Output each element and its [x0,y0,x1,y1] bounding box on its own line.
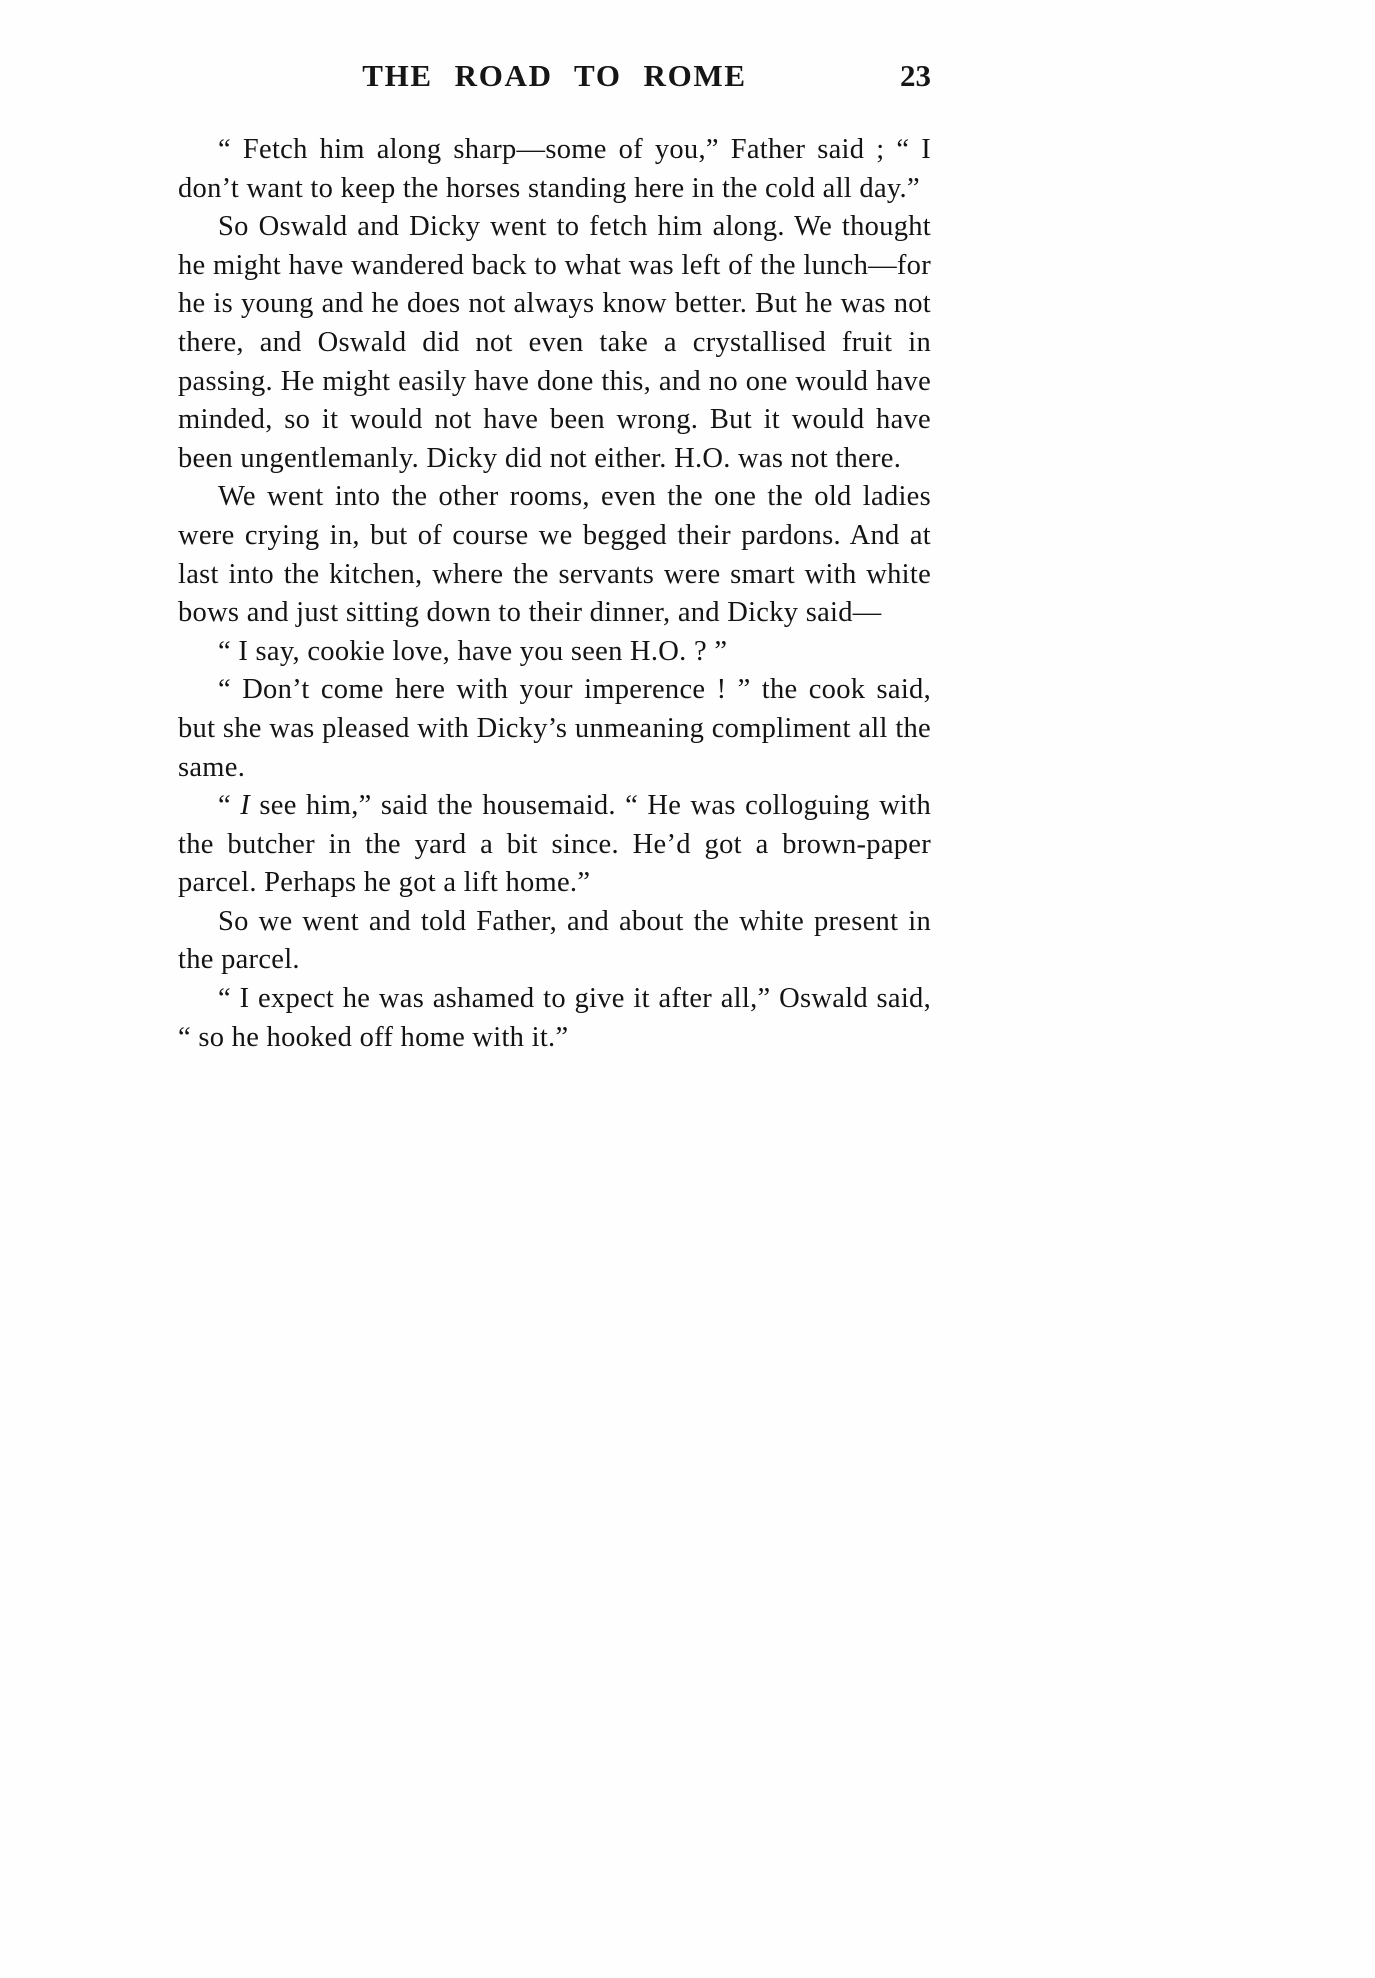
paragraph: “ Don’t come here with your imperence ! ” the cook said, but she was pleased with Dicky’s unmeaning compliment all the same. [178,674,931,783]
paragraph [178,787,931,903]
paragraph: “ I expect he was ashamed to give it after all,” Oswald said, “ so he hooked off home with it.” [178,983,931,1053]
paragraph: We went into the other rooms, even the one the old ladies were crying in, but of course we begged their pardons. And at last into the kitchen, where the servants were smart with white bows and just sitting down to their dinner, and Dicky said— [178,481,931,629]
running-title: THE ROAD TO ROME [362,58,747,93]
paragraph: So we went and told Father, and about the white present in the parcel. [178,905,931,976]
quote-rest: see him,” said the housemaid. “ He was colloguing with the butcher in the yard a bit since. He’d got a brown-paper parcel. Perhaps he got a lift home.” [178,790,931,899]
page-header [178,58,931,100]
quote-open: “ [218,790,241,822]
page-number: 23 [900,58,931,93]
paragraph: “ I say, cookie love, have you seen H.O. ? ” [218,635,728,667]
paragraph: “ Fetch him along sharp—some of you,” Father said ; “ I don’t want to keep the horses standing here in the cold all day.” [178,134,931,204]
paragraph: So Oswald and Dicky went to fetch him along. We thought he might have wandered back to what was left of the lunch—for he is young and he does not always know better. But he was not there, and Oswald did not even take a crystallised fruit in passing. He might easily have done this, and no one would have minded, so it would not have been wrong. But it would have been ungentlemanly. Dicky did not either. H.O. was not there. [178,211,931,474]
emphasized-word: I [240,790,251,822]
body-text [178,131,931,1057]
